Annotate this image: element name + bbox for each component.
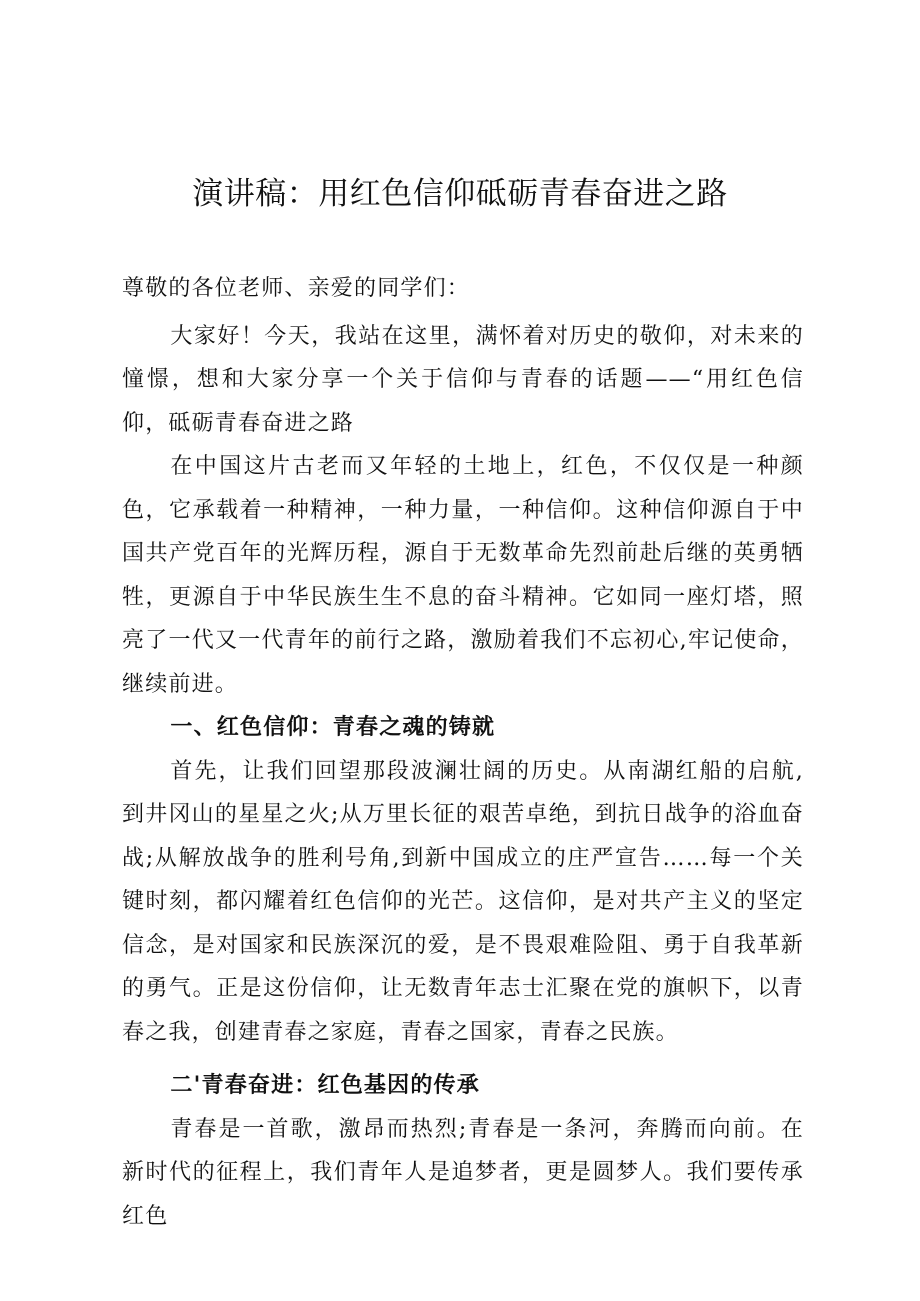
document-title: 演讲稿：用红色信仰砥砺青春奋进之路 bbox=[192, 176, 728, 212]
salutation: 尊敬的各位老师、亲爱的同学们： bbox=[122, 276, 471, 301]
paragraph-red-color: 在中国这片古老而又年轻的土地上，红色，不仅仅是一种颜色，它承载着一种精神，一种力量，一种信仰。这种信仰源自于中国共产党百年的光辉历程，源自于无数革命先烈前赴后继的英勇牺牲，更源自于中华民族生生不息的奋斗精神。它如同一座灯塔，照亮了一代又一代青年的前行之路，激励着我们不忘初心,牢记使命，继续前进。 bbox=[122, 454, 804, 697]
section-heading-1: 一、红色信仰：青春之魂的铸就 bbox=[170, 714, 496, 740]
document-body bbox=[122, 267, 804, 1238]
paragraph-greeting: 大家好！今天，我站在这里，满怀着对历史的敬仰，对未来的憧憬，想和大家分享一个关于信仰与青春的话题——“用红色信仰，砥砺青春奋进之路 bbox=[122, 323, 804, 436]
paragraph-youth: 青春是一首歌，激昂而热烈;青春是一条河，奔腾而向前。在新时代的征程上，我们青年人是追梦者，更是圆梦人。我们要传承红色 bbox=[122, 1116, 804, 1229]
paragraph-history: 首先，让我们回望那段波澜壮阔的历史。从南湖红船的启航,到井冈山的星星之火;从万里长征的艰苦卓绝，到抗日战争的浴血奋战;从解放战争的胜利号角,到新中国成立的庄严宣告……每一个关键时刻，都闪耀着红色信仰的光芒。这信仰，是对共产主义的坚定信念，是对国家和民族深沉的爱，是不畏艰难险阻、勇于自我革新的勇气。正是这份信仰，让无数青年志士汇聚在党的旗帜下，以青春之我，创建青春之家庭，青春之国家，青春之民族。 bbox=[122, 758, 804, 1045]
section-heading-2: 二'青春奋进：红色基因的传承 bbox=[170, 1072, 480, 1098]
